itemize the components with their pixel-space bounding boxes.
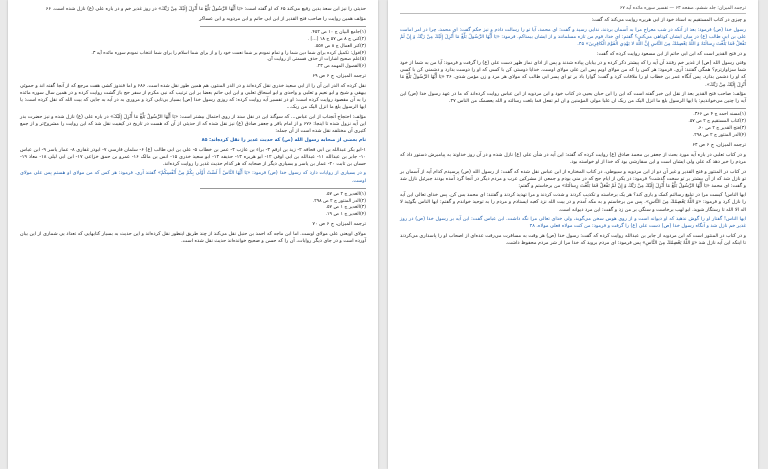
right-paragraph-5: مؤلف: صاحب فتح القدیر بعد از نقل این خبر گفته است که این را ابن حبان بحیی در کتاب خود و ابن مردویه از ابن عباس روایت کرده‌اند که ما در عهد رسول خدا (ص) این آیه را چنین می‌خواندیم: یا ایها الرسول بلغ ما انزل الیک من ربک ان علیا مولی المؤمنین و ان لم تفعل فما بلغت رسالته و الله یعصمک من الناس ۴۷.: [400, 91, 746, 105]
running-header: ترجمه المیزان: جلد ششم، صفحه ۶۳ — تفسیر سوره مائده آیه ۶۷: [400, 6, 746, 14]
left-footnotes-top: [20, 30, 366, 71]
footnote: (۱)مسند احمد ج ۴ ص ۳۶۶.: [693, 112, 746, 118]
footnote: (۲)کتاب المستقیم ج ۲ ص ۵۷.: [688, 119, 746, 125]
footnote: (۳)فتح القدیر ج ۲ ص ۶۰.: [697, 126, 746, 132]
left-paragraph-2: مؤلف همین روایت را صاحب فتح القدیر از ابن ابی حاتم و ابن مردویه و ابن عساکر: [199, 15, 366, 22]
right-paragraph-2: رسول خدا (ص) فرمود: بعد از آنکه در شب معراج مرا به آسمان بردند، ندایی رسید و گفت: ای محمد، آیا تو را رسالت دادم و نیز حکم گفت: ای محمد، چرا در امر امامت علی بن ابی طالب (ع) در میان ایشان کوتاهی می‌کنی؟ گفتم: ای خدا، قوم من تازه مسلمانند و از ایشان بیمناکم. فرمود: «يَا أَيُّهَا الرَّسُولُ بَلِّغْ مَا أُنْزِلَ إِلَيْكَ مِنْ رَبِّكَ وَ إِنْ لَمْ تَفْعَلْ فَمَا بَلَّغْتَ رِسالَتَهُ وَ اللَّهُ يَعْصِمُكَ مِنَ النَّاسِ إِنَّ اللَّهَ لا يَهْدِي الْقَوْمَ الْكافِرِينَ» ۴۵.: [400, 26, 746, 47]
footnote: (۴)الدر المنثور ج ۲ ص ۲۹۸.: [692, 133, 746, 139]
left-paragraph-9: مولای اویعنی علی مولای اوست. اما ابن ماجه که احمد بن حنبل نقل می‌کند از چند طریق اینطور نقل کرده‌اند و این حدیث به بسیار کتابهایی که تعداد بی شماری از این بیان آورده است و در جای دیگر روایات، آن را که حسن و صحیح خوانده‌اند حدیث نقل شده است.: [20, 230, 366, 245]
footnote: (۶)الفصول المهمه ص ۲۳.: [316, 64, 366, 70]
footnote: (۱)الغدیر ج ۲ ص ۵۷.: [325, 191, 366, 197]
right-paragraph-3: و در فتح القدیر است که ابن ابی حاتم از ابن مسعود روایت کرده که گفت:: [596, 50, 746, 57]
right-paragraph-4: وقتی رسول الله (ص) از غدیر خم رفتند آن آیه را که پیشتر ذکر کرده و در بیابان پیاده شدند و پس از ادای نماز ظهر دست علی (ع) را گرفت و فرمود: آیا من به شما از خود شما سزاوارترم؟ همگی گفتند: آری. فرمود: هر کس را که من مولای اویم پس این علی مولای اوست. خدایا دوستی کن با کسی که او را دوست بدارد و دشمنی کن با کسی که او را دشمن بدارد. پس آنگاه عمر بن خطاب او را ملاقات کرد و گفت: گوارا باد بر تو ای پسر ابی طالب که مولای هر مرد و زن مؤمن شدی. ۴۶ «يَا أَيُّهَا الرَّسُولُ بَلِّغْ مَا أُنْزِلَ إِلَيْكَ مِنْ رَبِّكَ».: [400, 60, 746, 88]
footnote: (۴)قول: تکمیل کرده برای شما دین شما را و تمام نمودم بر شما نعمت خود را و از برای شما اسلام را برای شما انتخاب نمودم سوره مائده آیه ۳.: [91, 50, 366, 56]
footnote: (۳)الغدیر ج ۱ ص ۵۷.: [325, 205, 366, 211]
footnote: (۴)الغدیر ج ۱ ص ۱۹.: [325, 212, 366, 218]
page-reference: ترجمه المیزان، ج ۶ ص ۶۹: [312, 73, 366, 80]
left-paragraph-7: و در بسیاری از روایات دارد که رسول خدا (ص) فرمود: «يَا أَيُّهَا النَّاسُ أَ لَسْتُ أَوْلَى بِكُمْ مِنْ أَنْفُسِكُمْ» گفتند آری. فرمود: هر کس که من مولای او هستم پس علی مولای اوست.: [20, 170, 366, 184]
page-reference: ترجمه المیزان، ج ۶ ص ۶۴: [692, 142, 746, 149]
footnote: (۳)کنز العمال ج ۸ ص ۵۵۷.: [314, 43, 366, 49]
page-reference: ترجمه المیزان، ج ۶ ص ۷۰: [312, 221, 366, 228]
right-page: [388, 0, 758, 469]
left-paragraph-6: ۱-ابو بکر عبدالله بن ابی قحافه ۲- زید بن ارقم ۳- براء بن عازب ۴- عمر بن خطاب ۵- علی بن ابی طالب (ع) ۶- سلمان فارسی ۷- ابوذر غفاری ۸- عمار یاسر ۹- ابن عباس ۱۰- جابر بن عبدالله ۱۱- عبدالله بن ابی اوفی ۱۲- ابو هریره ۱۳- حذیفه ۱۴- ابو سعید خدری ۱۵- انس بن مالک ۱۶- عمرو بن حمق خزاعی ۱۷- ابن ابی لیلی ۱۸- معاذ ۱۹- حسان بن ثابت ۲۰- عمار بن یاسر و بسیاری دیگر از صحابه که هر کدام حدیث غدیر را روایت کرده‌اند.: [20, 146, 367, 167]
footnote-divider: [580, 108, 746, 109]
footnote: (۲)کنی ج ۸ ص ۵۷ ح ۱۸ [...] .: [307, 36, 366, 42]
right-footnotes-top: [400, 112, 746, 140]
footnote: (۲)الدر المنثور ج ۲ ص ۲۹۸.: [312, 198, 366, 204]
right-paragraph-11: و در کتاب در المنثور است که ابن مردویه از جابر بن عبدالله روایت کرده که گفت: رسول خدا (ص) هر وقت به مسافرت می‌رفت عده‌ای از اصحاب او را پاسداری می‌کردند تا اینکه این آیه نازل شد «وَ اللَّهُ يَعْصِمُكَ مِنَ النَّاسِ» پس فرمود: ای مردم بروید که خدا مرا از شر مردم محفوظ داشت.: [400, 233, 746, 247]
right-paragraph-10: ایها الناس! گفتار او را گوش ندهید که او دیوانه است و از روی هوس سخن می‌گوید، ولی خدای تعالی مرا نگه داشت. ابن عباس گفت: این آیه بر رسول خدا (ص) در روز غدیر خم نازل شد و آنگاه رسول خدا (ص) دست علی (ع) را گرفت و فرمود: من کنت مولاه فعلی مولاه. ۴۸: [400, 216, 746, 230]
right-paragraph-1: و چیزی در کتاب المستقیم به اسناد خود از ابی هریره روایت می‌کند که گفت:: [591, 17, 746, 23]
left-page: [8, 0, 378, 469]
left-paragraph-1: حدیثی را نیز ابن سعد بدین رفیع می‌کند ۶۵ که او گفته است: «يَا أَيُّهَا الرَّسُولُ بَلِّغْ مَا أُنْزِلَ إِلَيْكَ مِنْ رَبِّكَ» در روز غدیر خم و در باره علی (ع) نازل شده است. ۶۶: [45, 6, 366, 12]
footnote-divider: [200, 26, 366, 27]
right-paragraph-8: در کتاب در المنثور و فتح القدیر و غیر آن دو از ابن مردویه و سیوطی، در کتاب المختاره از ابن عباس نقل شده که گفت: از رسول الله (ص) پرسیدم کدام آیه از آسمان بر تو نازل شد که از آن بیشتر بر تو سخت گذشت؟ فرمود: در یکی از ایام حج که در منی بودم و جمعی از مشرکین عرب و مردم دیگر در آنجا گرد آمده بودند جبرئیل نازل شد و گفت: ای محمد «يَا أَيُّهَا الرَّسُولُ بَلِّغْ مَا أُنْزِلَ إِلَيْكَ مِنْ رَبِّكَ وَ إِنْ لَمْ تَفْعَلْ فَمَا بَلَّغْتَ رِسالَتَهُ» من برخاستم و گفتم:: [400, 168, 746, 189]
left-paragraph-4: نقل کرده که الدر ابن آن را از ابی سعید خدری نقل کرده‌اند و در الدر المنثور، هم همین طور نقل شده است. ۶۸۶ و اما قندوز کشی هفت مرجع که از آنجا گفته اند و حموئی بیهقی و شیخ و ابو نعیم و ثعلبی و واحدی و ابو اسحاق ثعلبی و ابن ابی حاتم بعضا بر این ترتیب که نبی مکرم از سفر حج باز گشت روایت کرده و در همین سال سوره مائده را به آن مقصود روایت کرده است: او در تفسیر آیه روایت کرده: که روزی رسول خدا (ص) بسیار بی‌تابی کرد و مروری به در آیه به جایی که بیت الله که نقل کرده است: یا ایها الرسول بلغ ما انزل الیک من ربک...: [20, 82, 366, 111]
right-paragraph-9: ایها الناس! کیست مرا در تبلیغ رسالتم کمک و یاری کند؟ هر یک برخاسته و تکذیب کردند و شدت کردند و مرا تهدید کردند و گفتند: ای محمد بس کن. پس خدای تعالی این آیه را نازل کرد و فرمود: «وَ اللَّهُ يَعْصِمُكَ مِنَ النَّاسِ». پس من برخاستم و به مکه آمدم و در بیت الله نزد کعبه ایستادم و مردم را به توحید خواندم و گفتم: ایها الناس بگوئید لا اله الا الله تا رستگار شوید. ابو لهب برخاست و سنگی بر من زد و گفت: این مرد دیوانه است.: [400, 192, 746, 213]
footnote-divider: [200, 188, 366, 189]
section-heading: نام بعضی از صحابه رسول الله (ص) که حدیث غدیر را نقل کرده‌اند: ۸۵: [201, 137, 366, 143]
left-paragraph-5: مؤلف: احتجاج آنجناب از ابن عباس... که سوگند این در نقل سند از روی احتمال بیشتر است: «یَا أَیُّهَا الرَّسُولُ بَلِّغْ مَا أُنْزِلَ إِلَیْکَ» در باره علی (ع) نازل شده و نیز حضرت بدر این آیه نزول شده تا اینجا: ۶۷۶ و از امام باقر و جعفر صادق (ع) نیز نقل شده که از حدیثی از آن که هست در تاریخ در کیفیت نقل شد که این روایت را مشروح‌تر و از جمع کثیری آن مختلفه نقل شده است از آن جمله:: [20, 113, 367, 135]
left-footnotes-bottom: [20, 192, 366, 220]
footnote: (۵)علم صحیح اشارات از حذف قسمتی از روایت آن.: [266, 57, 366, 63]
footnote: (۱)جامع البیان ج ۱۰ ص ۴۵۲.: [310, 29, 366, 35]
right-paragraph-7: و در کتاب ثعلبی در باره آیه مورد بحث از جعفر بن محمد صادق (ع) روایت کرده که گفته: این آیه در شأن علی (ع) نازل شده و در آن روز خداوند به پیامبرش دستور داد که مردم را خبر دهد که علی ولی ایشان است و این سفارشی بود که خدا از او خواسته بود.: [400, 151, 746, 165]
